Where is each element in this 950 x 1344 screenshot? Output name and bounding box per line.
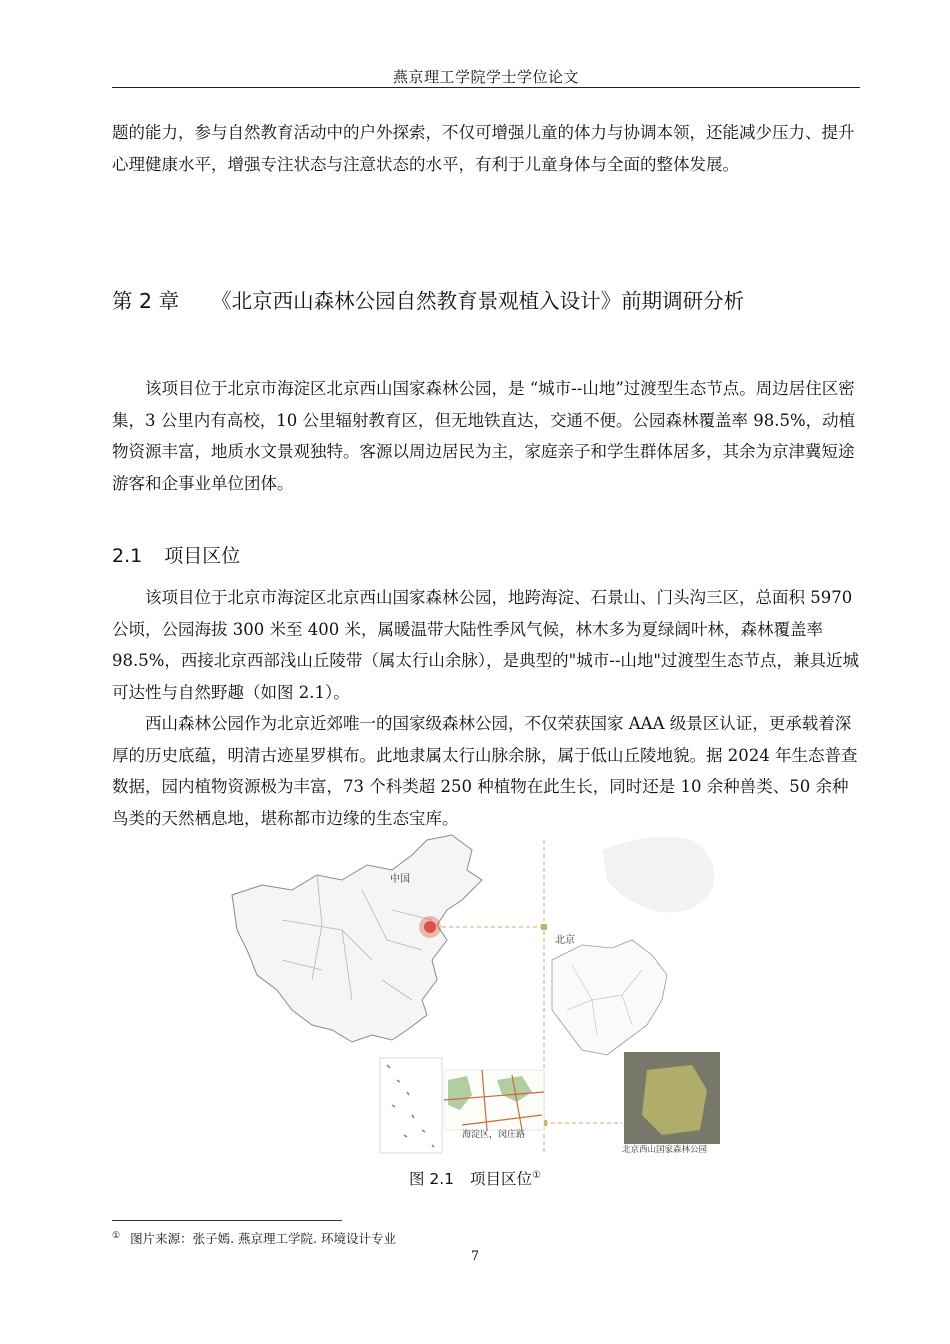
background-watermark [602,837,715,913]
caption-footnote-mark: ① [532,1169,542,1181]
beijing-map-shape [552,940,667,1055]
figure-caption [0,1167,950,1189]
label-china: 中国 [390,874,410,885]
page-number: 7 [470,1249,480,1264]
label-beijing: 北京 [555,935,575,946]
running-header: 燕京理工学院学士学位论文 [392,68,579,86]
footnote [112,1229,396,1247]
label-haidian: 海淀区，闵庄路 [462,1130,526,1140]
label-park: 北京西山国家森林公园 [622,1145,708,1155]
section-paragraph-2: 西山森林公园作为北京近郊唯一的国家级森林公园，不仅荣获国家 AAA 级景区认证，更承载着深厚的历史底蕴，明清古迹星罗棋布。此地隶属太行山脉余脉，属于低山丘陵地貌。据 2024 年生态普查数据，园内植物资源极为丰富，73 个科类超 250 种植物在此生长，同时还是 10 余种兽类、50 余种鸟类的天然栖息地，堪称都市边缘的生态宝库。 [112,714,858,828]
caption-title: 项目区位 [470,1170,533,1188]
section-paragraph-1: 该项目位于北京市海淀区北京西山国家森林公园，地跨海淀、石景山、门头沟三区，总面积 5970 公顷，公园海拔 300 米至 400 米，属暖温带大陆性季风气候，林木多为夏绿阔叶林，森林覆盖率 98.5%，西接北京西部浅山丘陵带（属太行山余脉），是典型的"城市--山地"过渡型生态节点，兼具近城可达性与自然野趣（如图 2.1）。 [112,588,859,702]
footnote-text: 图片来源：张子嫣. 燕京理工学院. 环境设计专业 [130,1231,396,1246]
section-number: 2.1 [112,545,143,567]
footnote-rule [112,1220,342,1221]
section-heading [112,541,240,568]
caption-number: 图 2.1 [408,1170,455,1188]
connector-node-1 [541,924,547,930]
chapter-number: 第 2 章 [112,289,180,313]
location-map-figure [222,830,728,1160]
china-map-shape [232,835,482,1042]
footnote-mark: ① [112,1230,121,1241]
intro-paragraph: 题的能力，参与自然教育活动中的户外探索，不仅可增强儿童的体力与协调本领，还能减少压力、提升心理健康水平，增强专注状态与注意状态的水平，有利于儿童身体与全面的整体发展。 [112,123,855,174]
chapter-title: 《北京西山森林公园自然教育景观植入设计》前期调研分析 [211,289,745,313]
section-title: 项目区位 [164,545,241,567]
south-sea-inset-frame [380,1058,442,1153]
chapter-paragraph: 该项目位于北京市海淀区北京西山国家森林公园，是 “城市--山地”过渡型生态节点。周边居住区密集，3 公里内有高校，10 公里辐射教育区，但无地铁直达，交通不便。公园森林覆盖率 98.5%，动植物资源丰富，地质水文景观独特。客源以周边居民为主，家庭亲子和学生群体居多，其余为京津冀短途游客和企事业单位团体。 [112,379,856,493]
header-rule [112,87,860,88]
park-boundary-highlight [642,1065,707,1135]
chapter-heading [112,284,872,314]
beijing-marker [424,921,436,933]
south-sea-islands [387,1065,434,1147]
